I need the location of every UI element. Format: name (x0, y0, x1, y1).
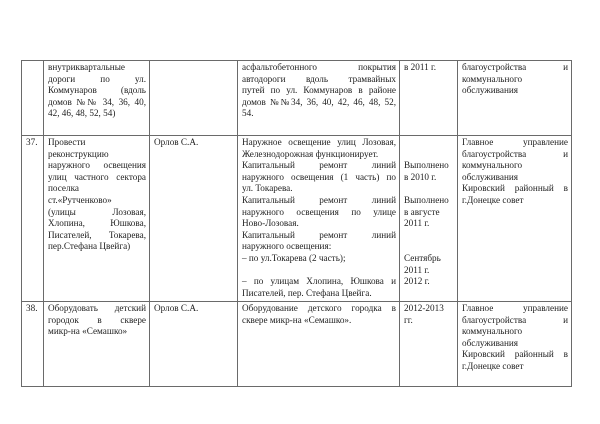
organization-cell (458, 136, 572, 302)
cell-text-line: Наружное освещение улиц Лозовая, (242, 137, 396, 147)
organization-cell (458, 61, 572, 136)
cell-text-line: микр-на «Семашко» (48, 326, 128, 337)
result-cell (238, 302, 400, 387)
task-cell (44, 136, 150, 302)
cell-text-line: г.Донецке совет (462, 360, 524, 371)
cell-text-line: улиц частного сектора (48, 171, 146, 182)
cell-text-line: Кировский районный в (462, 183, 568, 194)
cell-text-line: 2011 г. (404, 218, 430, 229)
cell-text-line: домов №№34, 36, 40, 42, 46, 48, 52, (242, 96, 396, 107)
date-cell (400, 302, 458, 387)
cell-text-line (404, 137, 454, 149)
cell-text-line: дороги по ул. (48, 73, 146, 84)
result-cell (238, 136, 400, 302)
organization-cell (458, 302, 572, 387)
cell-text-line: коммунального (462, 73, 523, 84)
cell-text-line: реконструкцию (48, 148, 109, 159)
cell-text-line: Оборудовать детский (48, 303, 146, 313)
cell-text-line: путей по ул. Коммунаров в районе (242, 85, 396, 96)
cell-text-line: обслуживания (462, 85, 519, 96)
responsible-cell (150, 302, 238, 387)
cell-text-line: Коммунаров (вдоль (48, 85, 146, 96)
cell-text-line: в 2011 г. (404, 62, 436, 72)
cell-text-line (404, 149, 454, 161)
cell-text-line: 2011 г. (404, 264, 430, 275)
cell-text-line: сквере микр-на «Семашко». (242, 314, 352, 325)
cell-text-line: коммунального (462, 326, 523, 337)
row-number-cell (22, 302, 44, 387)
cell-text-line: 54. (242, 108, 254, 119)
cell-text-line: наружного освещения: (242, 241, 332, 252)
cell-text-line: поселка (48, 183, 79, 194)
cell-text-line: Кировский районный в (462, 349, 568, 360)
task-cell (44, 61, 150, 136)
cell-text-line: Выполнено (404, 160, 449, 171)
row-number: 37. (26, 137, 38, 147)
responsible-cell (150, 136, 238, 302)
task-cell (44, 302, 150, 387)
cell-text-line: в августе (404, 206, 440, 217)
cell-text-line: в 2010 г. (404, 171, 437, 182)
cell-text-line: автодороги вдоль трамвайных (242, 73, 396, 84)
cell-text-line: – по улицам Хлопина, Юшкова и (242, 276, 396, 287)
cell-text-line (404, 241, 454, 253)
cell-text-line: благоустройства и (462, 314, 568, 325)
cell-text-line (404, 230, 454, 242)
cell-text-line: Главное управление (462, 137, 568, 147)
date-cell (400, 61, 458, 136)
table-row (22, 302, 572, 387)
cell-text-line: Выполнено (404, 194, 449, 205)
cell-text-line: наружного освещения (1 часть) по (242, 171, 396, 182)
cell-text-line: наружного освещения по улице (242, 206, 396, 217)
cell-text-line: благоустройства и (462, 62, 568, 72)
cell-text-line: Провести (48, 137, 86, 147)
cell-text-line: Писателей, Токарева, (48, 229, 146, 240)
cell-text-line: – по ул.Токарева (2 часть); (242, 252, 346, 263)
measures-table (21, 60, 572, 387)
cell-text-line: (улицы Лозовая, (48, 206, 146, 217)
cell-text-line: Сентябрь (404, 252, 441, 263)
cell-text-line: ст.«Рутченково» (48, 194, 112, 205)
cell-text-line: 2012 г. (404, 276, 430, 287)
row-number-cell (22, 61, 44, 136)
cell-text-line (404, 183, 454, 195)
cell-text-line: обслуживания (462, 337, 519, 348)
cell-text-line: Главное управление (462, 303, 568, 313)
cell-text-line: 2012-2013 (404, 303, 444, 313)
responsible-name: Орлов С.А. (154, 303, 199, 313)
cell-text-line: Железнодорожная функционирует. (242, 148, 379, 159)
cell-text-line: 42, 46, 48, 52, 54) (48, 108, 116, 119)
cell-text-line: асфальтобетонного покрытия (242, 62, 396, 72)
cell-text-line: Капитальный ремонт линий (242, 229, 396, 240)
cell-text-line: Ново-Лозовая. (242, 218, 299, 229)
cell-text-line: внутриквартальные (48, 62, 125, 72)
result-cell (238, 61, 400, 136)
cell-text-line: Капитальный ремонт линий (242, 160, 396, 171)
cell-text-line: обслуживания (462, 171, 519, 182)
cell-text-line: Оборудование детского городка в (242, 303, 396, 313)
cell-text-line (242, 265, 396, 277)
table-row (22, 61, 572, 136)
cell-text-line: Капитальный ремонт линий (242, 194, 396, 205)
table-row (22, 136, 572, 302)
cell-text-line: Хлопина, Юшкова, (48, 218, 146, 229)
row-number-cell (22, 136, 44, 302)
cell-text-line: городок в сквере (48, 314, 146, 325)
cell-text-line: благоустройства и (462, 148, 568, 159)
cell-text-line: домов №№ 34, 36, 40, (48, 96, 146, 107)
cell-text-line: г.Донецке совет (462, 194, 524, 205)
cell-text-line: ул. Токарева. (242, 183, 293, 194)
cell-text-line: Писателей, пер. Стефана Цвейга. (242, 287, 372, 298)
row-number: 38. (26, 303, 38, 313)
cell-text-line: гг. (404, 314, 413, 325)
responsible-cell (150, 61, 238, 136)
responsible-name: Орлов С.А. (154, 137, 199, 147)
cell-text-line: пер.Стефана Цвейга) (48, 241, 131, 252)
cell-text-line: наружного освещения (48, 160, 146, 171)
cell-text-line: коммунального (462, 160, 523, 171)
date-cell (400, 136, 458, 302)
